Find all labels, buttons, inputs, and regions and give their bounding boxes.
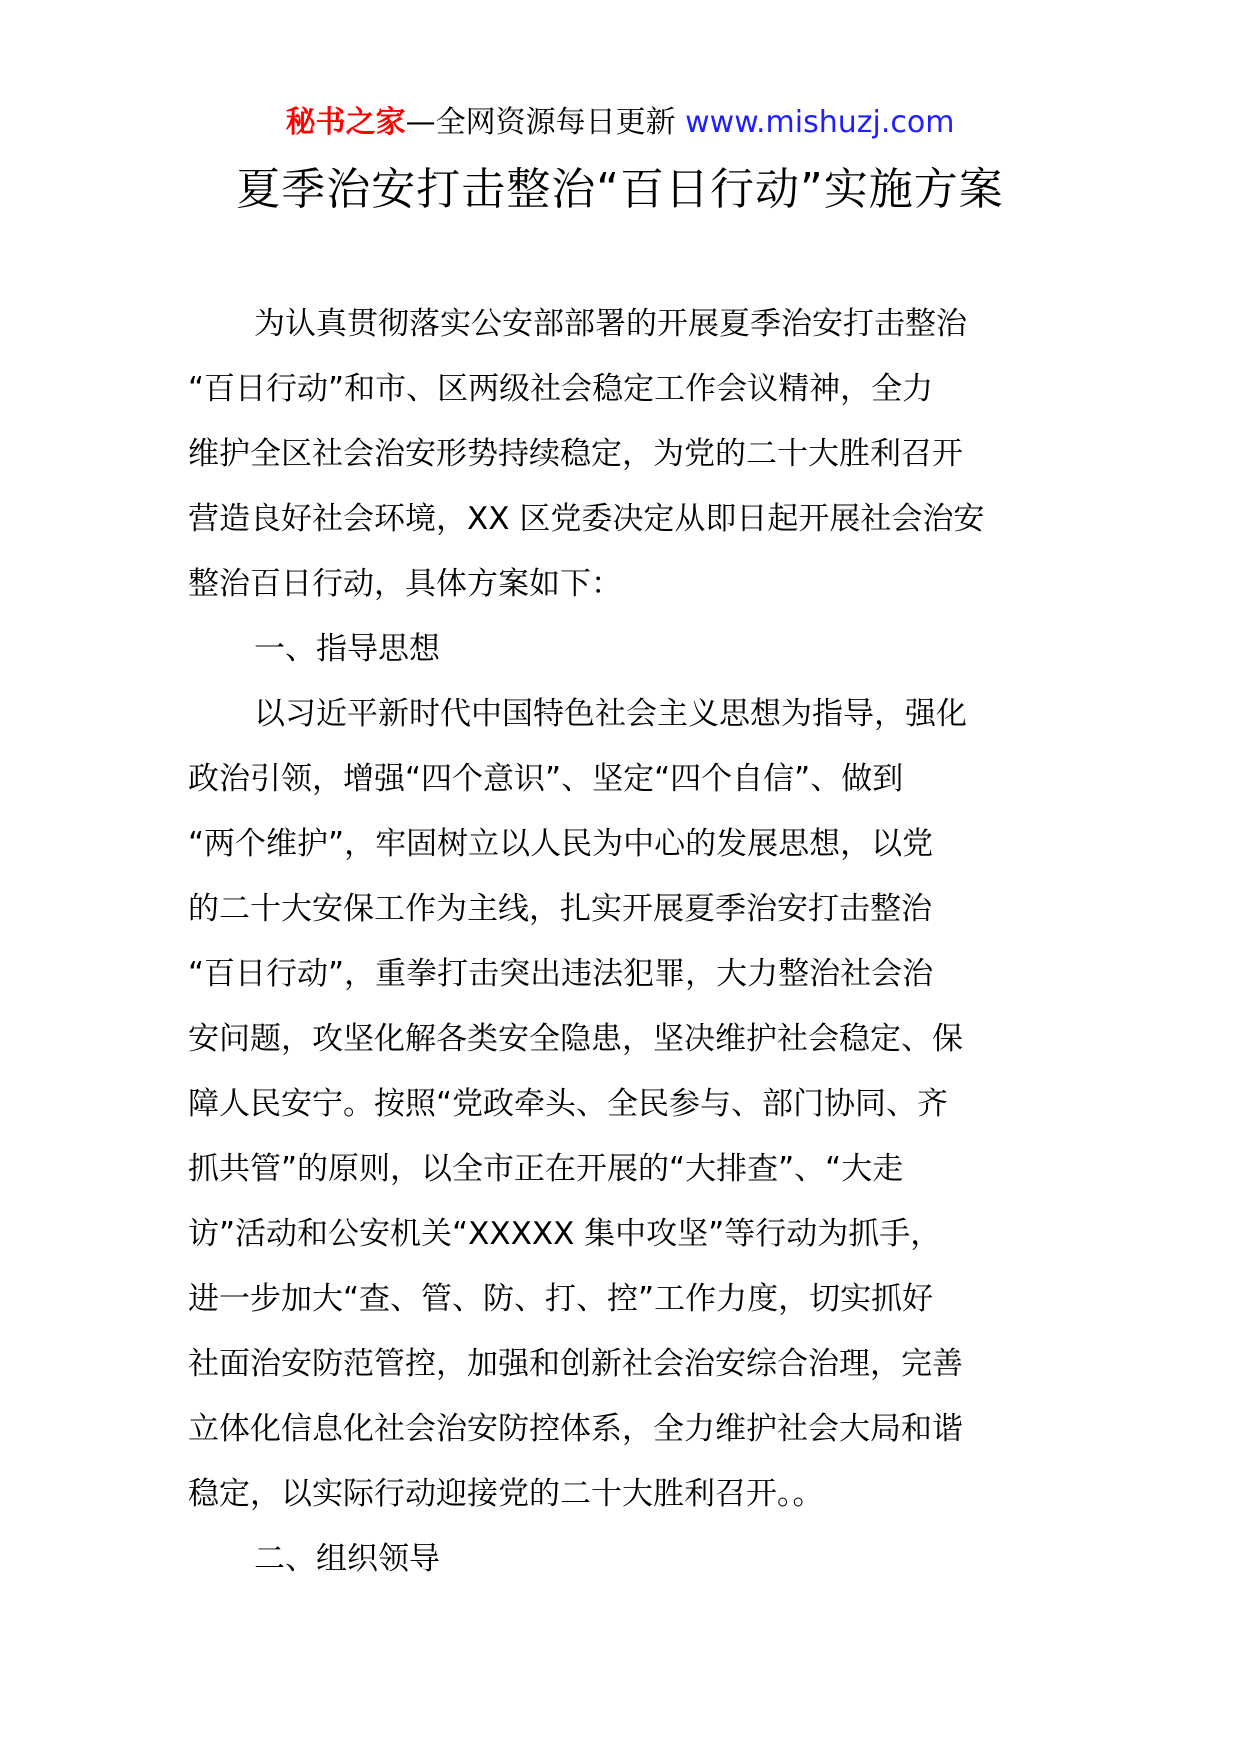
header-tagline: —全网资源每日更新	[405, 105, 676, 140]
intro-line: 营造良好社会环境，XX 区党委决定从即日起开展社会治安	[188, 501, 985, 537]
section1-line: 进一步加大“查、管、防、打、控”工作力度，切实抓好	[188, 1281, 934, 1317]
intro-line: 维护全区社会治安形势持续稳定，为党的二十大胜利召开	[188, 436, 963, 472]
document-title: 夏季治安打击整治“百日行动”实施方案	[236, 164, 1004, 215]
section1-line: “百日行动”，重拳打击突出违法犯罪，大力整治社会治	[188, 956, 934, 992]
section1-line: 抓共管”的原则，以全市正在开展的“大排查”、“大走	[188, 1151, 904, 1187]
section1-line: 社面治安防范管控，加强和创新社会治安综合治理，完善	[188, 1346, 963, 1382]
section1-line: 障人民安宁。按照“党政牵头、全民参与、部门协同、齐	[188, 1086, 949, 1122]
section-heading-organization: 二、组织领导	[254, 1541, 440, 1577]
intro-line: 为认真贯彻落实公安部部署的开展夏季治安打击整治	[254, 306, 967, 342]
section1-line: 立体化信息化社会治安防控体系，全力维护社会大局和谐	[188, 1411, 963, 1447]
section1-line: 政治引领，增强“四个意识”、坚定“四个自信”、做到	[188, 761, 904, 797]
intro-line: 整治百日行动，具体方案如下：	[188, 566, 622, 602]
section1-line: “两个维护”，牢固树立以人民为中心的发展思想，以党	[188, 826, 934, 862]
document-body	[188, 292, 1058, 1592]
brand-name: 秘书之家	[285, 105, 406, 140]
section1-line: 安问题，攻坚化解各类安全隐患，坚决维护社会稳定、保	[188, 1021, 963, 1057]
site-url-link[interactable]: www.mishuzj.com	[685, 105, 955, 140]
section1-line: 访”活动和公安机关“XXXXX 集中攻坚”等行动为抓手，	[188, 1216, 942, 1252]
section1-line: 的二十大安保工作为主线，扎实开展夏季治安打击整治	[188, 891, 932, 927]
section-heading-guiding-ideology: 一、指导思想	[254, 631, 440, 667]
site-header	[0, 103, 1240, 143]
section1-line: 稳定，以实际行动迎接党的二十大胜利召开。。	[188, 1476, 824, 1512]
intro-line: “百日行动”和市、区两级社会稳定工作会议精神，全力	[188, 371, 934, 407]
section1-line: 以习近平新时代中国特色社会主义思想为指导，强化	[254, 696, 967, 732]
